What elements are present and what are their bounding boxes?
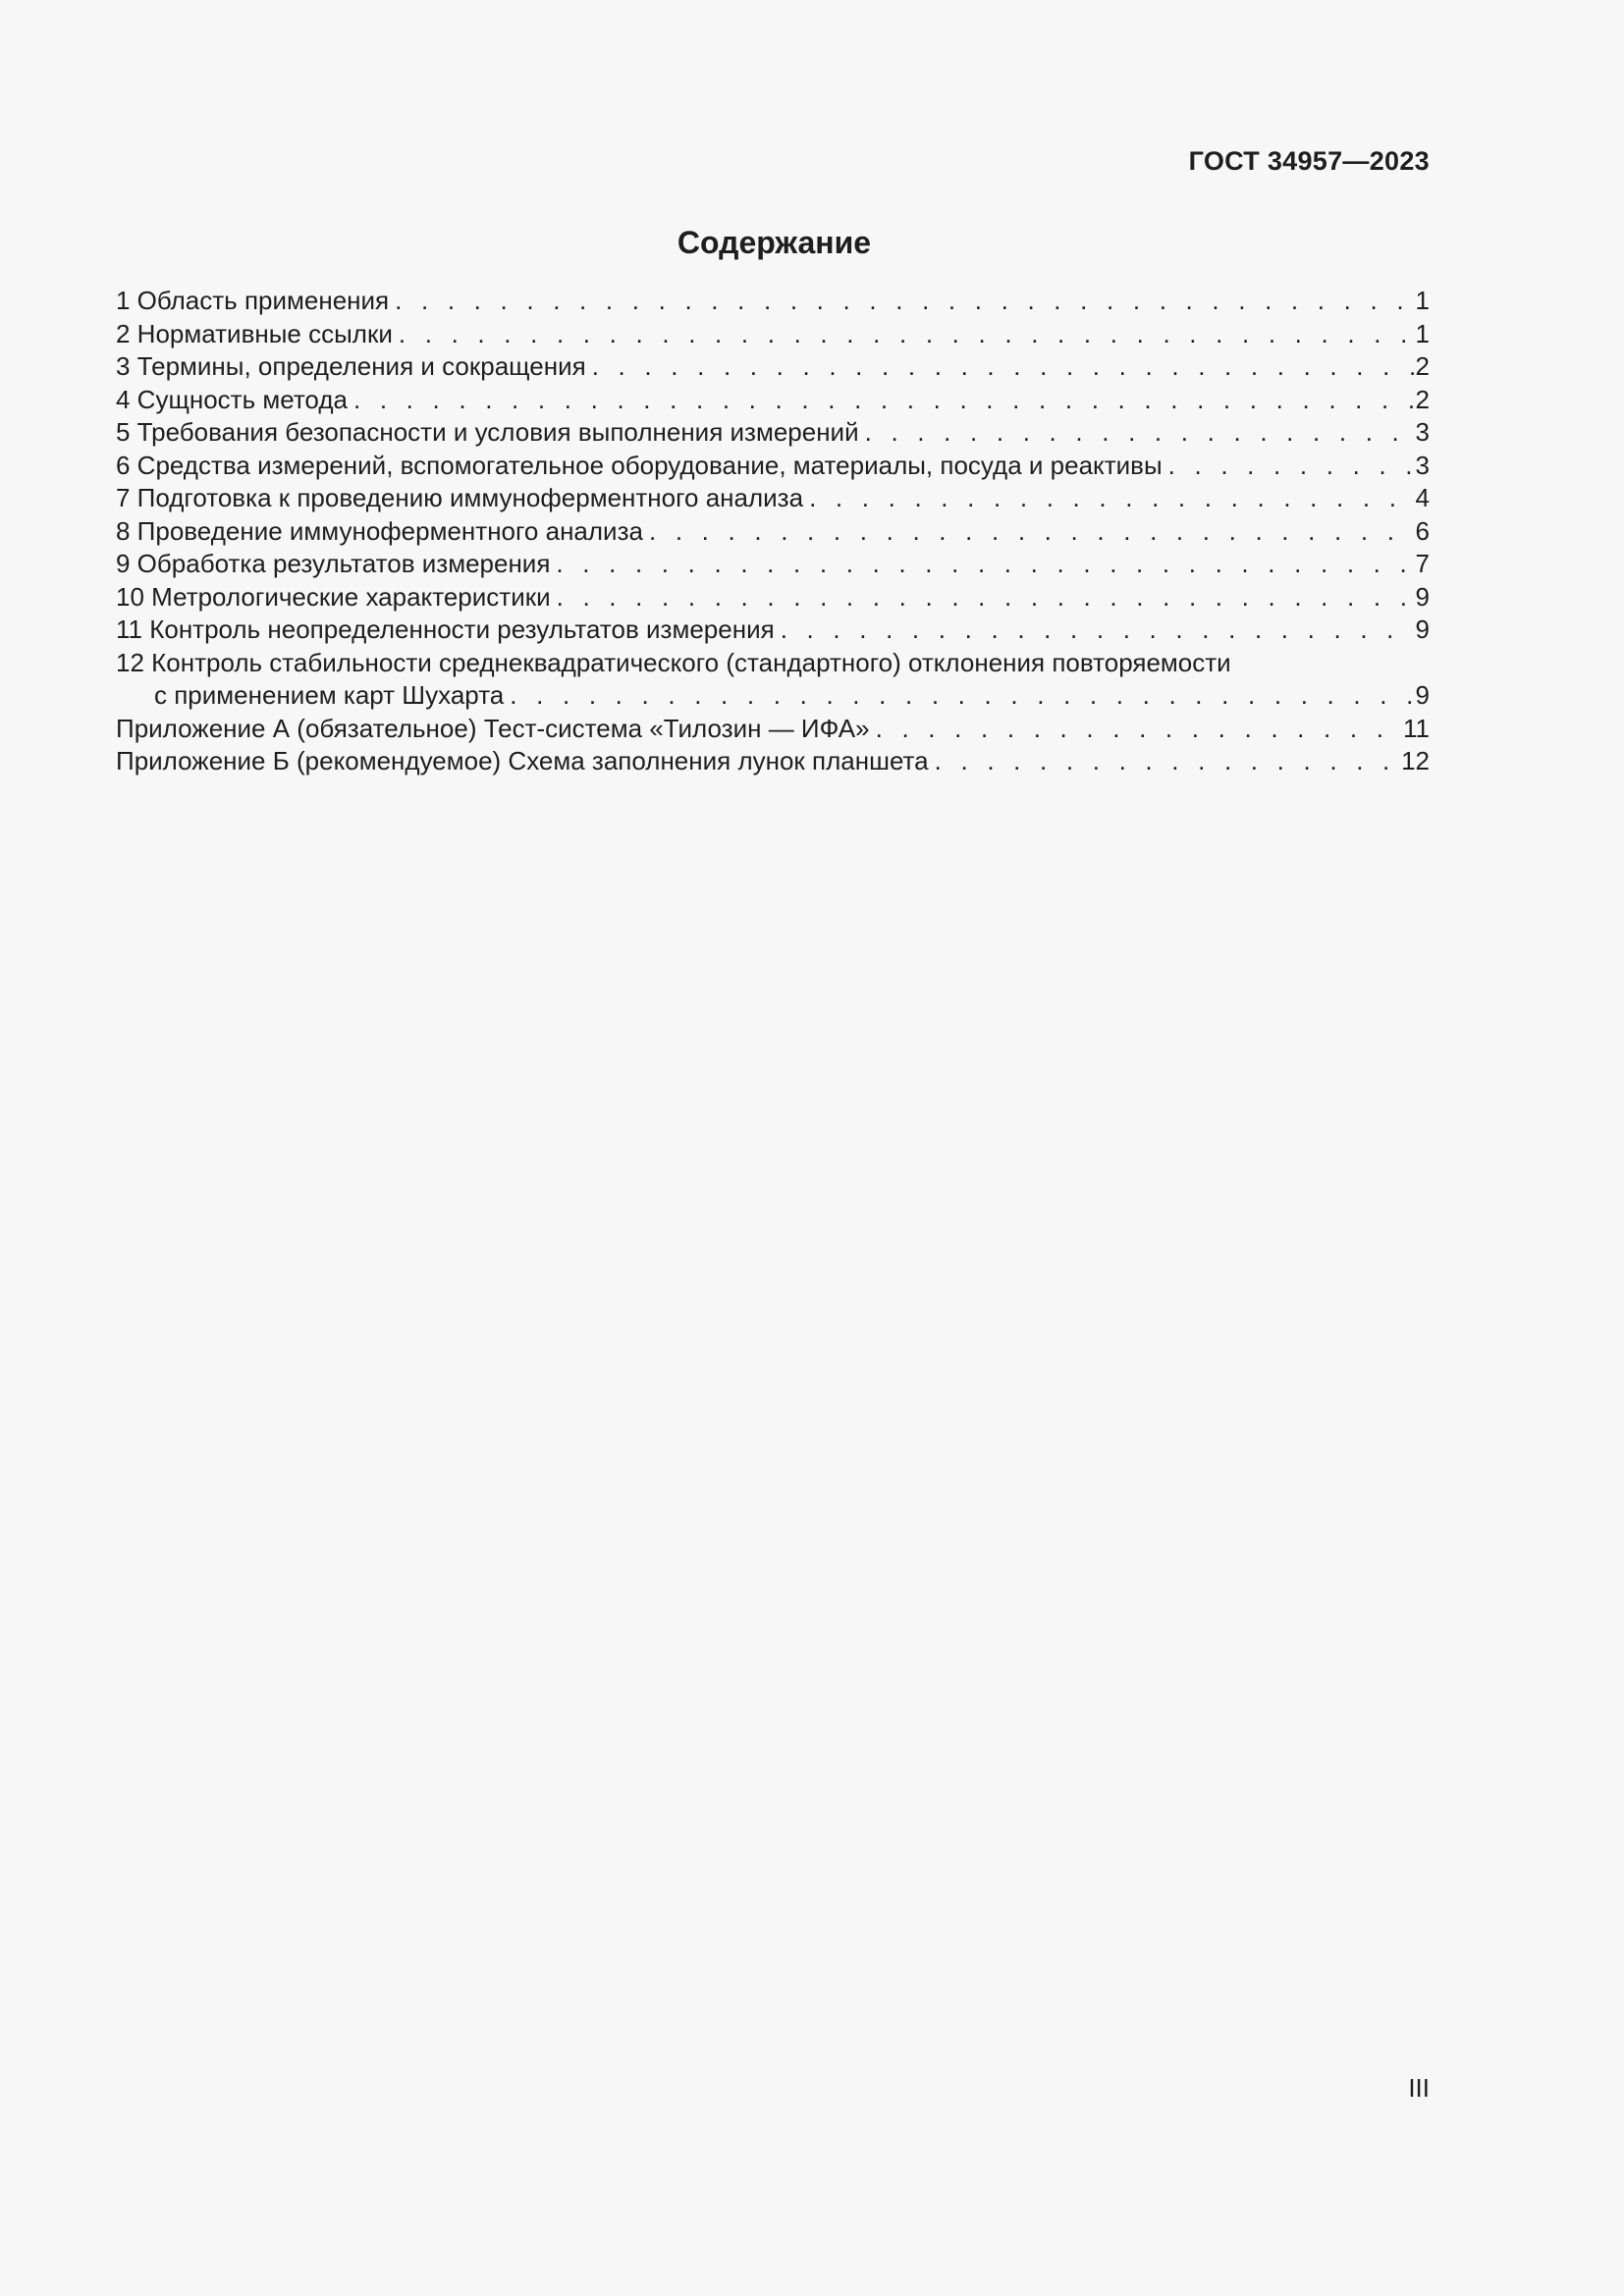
toc-entry-page: 4 bbox=[1415, 483, 1430, 512]
toc-title: Содержание bbox=[677, 225, 872, 260]
document-code: ГОСТ 34957—2023 bbox=[1188, 146, 1430, 176]
dot-leader bbox=[935, 745, 1399, 778]
toc-entry-page: 3 bbox=[1415, 417, 1430, 447]
toc-entry[interactable] bbox=[116, 548, 1430, 581]
dot-leader bbox=[557, 581, 1414, 614]
toc-entry-page: 1 bbox=[1415, 318, 1430, 348]
toc-entry-label: 3 Термины, определения и сокращения bbox=[116, 351, 586, 381]
dot-leader bbox=[395, 285, 1413, 318]
toc-entry-page: 1 bbox=[1415, 286, 1430, 315]
toc-entry-label: Приложение А (обязательное) Тест-система «Тилозин — ИФА» bbox=[116, 713, 870, 743]
toc-entry-page: 12 bbox=[1401, 746, 1430, 775]
toc-entry-page: 7 bbox=[1415, 549, 1430, 578]
dot-leader bbox=[781, 614, 1414, 647]
dot-leader bbox=[592, 350, 1414, 384]
toc-entry[interactable] bbox=[116, 285, 1430, 318]
page-number: III bbox=[1408, 2073, 1430, 2103]
table-of-contents bbox=[116, 285, 1430, 778]
toc-entry-label: 1 Область применения bbox=[116, 286, 390, 315]
toc-entry-multiline[interactable] bbox=[116, 647, 1430, 713]
toc-entry-appendix-b[interactable] bbox=[116, 745, 1430, 778]
dot-leader bbox=[399, 318, 1414, 351]
toc-entry-continuation bbox=[116, 679, 1430, 713]
toc-entry[interactable] bbox=[116, 318, 1430, 351]
toc-entry-label-line1: 12 Контроль стабильности среднеквадратического (стандартного) отклонения повторяемости bbox=[116, 647, 1231, 677]
dot-leader bbox=[556, 548, 1413, 581]
toc-entry-label-line2: с применением карт Шухарта bbox=[154, 680, 505, 710]
toc-entry[interactable] bbox=[116, 416, 1430, 450]
toc-entry-label: 6 Средства измерений, вспомогательное оборудование, материалы, посуда и реактивы bbox=[116, 450, 1163, 480]
toc-entry-page: 9 bbox=[1415, 680, 1430, 710]
toc-entry-page: 9 bbox=[1415, 581, 1430, 612]
toc-entry-page: 9 bbox=[1415, 614, 1430, 644]
toc-entry-label: 9 Обработка результатов измерения bbox=[116, 549, 551, 578]
toc-entry-label: 7 Подготовка к проведению иммуноферментного анализа bbox=[116, 483, 804, 512]
toc-entry[interactable] bbox=[116, 581, 1430, 614]
toc-entry[interactable] bbox=[116, 614, 1430, 647]
toc-entry-label: 8 Проведение иммуноферментного анализа bbox=[116, 515, 643, 546]
dot-leader bbox=[809, 482, 1413, 515]
toc-entry[interactable] bbox=[116, 482, 1430, 515]
toc-entry-label: Приложение Б (рекомендуемое) Схема заполнения лунок планшета bbox=[116, 746, 929, 775]
dot-leader bbox=[649, 515, 1414, 549]
toc-entry-label: 11 Контроль неопределенности результатов измерения bbox=[116, 614, 775, 644]
toc-entry-label: 4 Сущность метода bbox=[116, 384, 348, 414]
toc-entry-page: 2 bbox=[1415, 384, 1430, 414]
toc-entry-page: 11 bbox=[1403, 713, 1430, 743]
toc-entry-label: 5 Требования безопасности и условия выполнения измерений bbox=[116, 417, 859, 447]
toc-entry[interactable] bbox=[116, 515, 1430, 549]
toc-entry[interactable] bbox=[116, 384, 1430, 417]
toc-entry-page: 3 bbox=[1415, 450, 1430, 480]
dot-leader bbox=[1168, 450, 1414, 483]
toc-entry-label: 2 Нормативные ссылки bbox=[116, 318, 393, 348]
toc-entry-page: 6 bbox=[1415, 515, 1430, 546]
toc-entry[interactable] bbox=[116, 350, 1430, 384]
toc-entry-appendix-a[interactable] bbox=[116, 713, 1430, 746]
toc-entry[interactable] bbox=[116, 450, 1430, 483]
toc-entry-label: 10 Метрологические характеристики bbox=[116, 581, 551, 612]
toc-entry-page: 2 bbox=[1415, 351, 1430, 381]
dot-leader bbox=[876, 713, 1401, 746]
dot-leader bbox=[510, 679, 1413, 713]
dot-leader bbox=[865, 416, 1414, 450]
dot-leader bbox=[353, 384, 1414, 417]
